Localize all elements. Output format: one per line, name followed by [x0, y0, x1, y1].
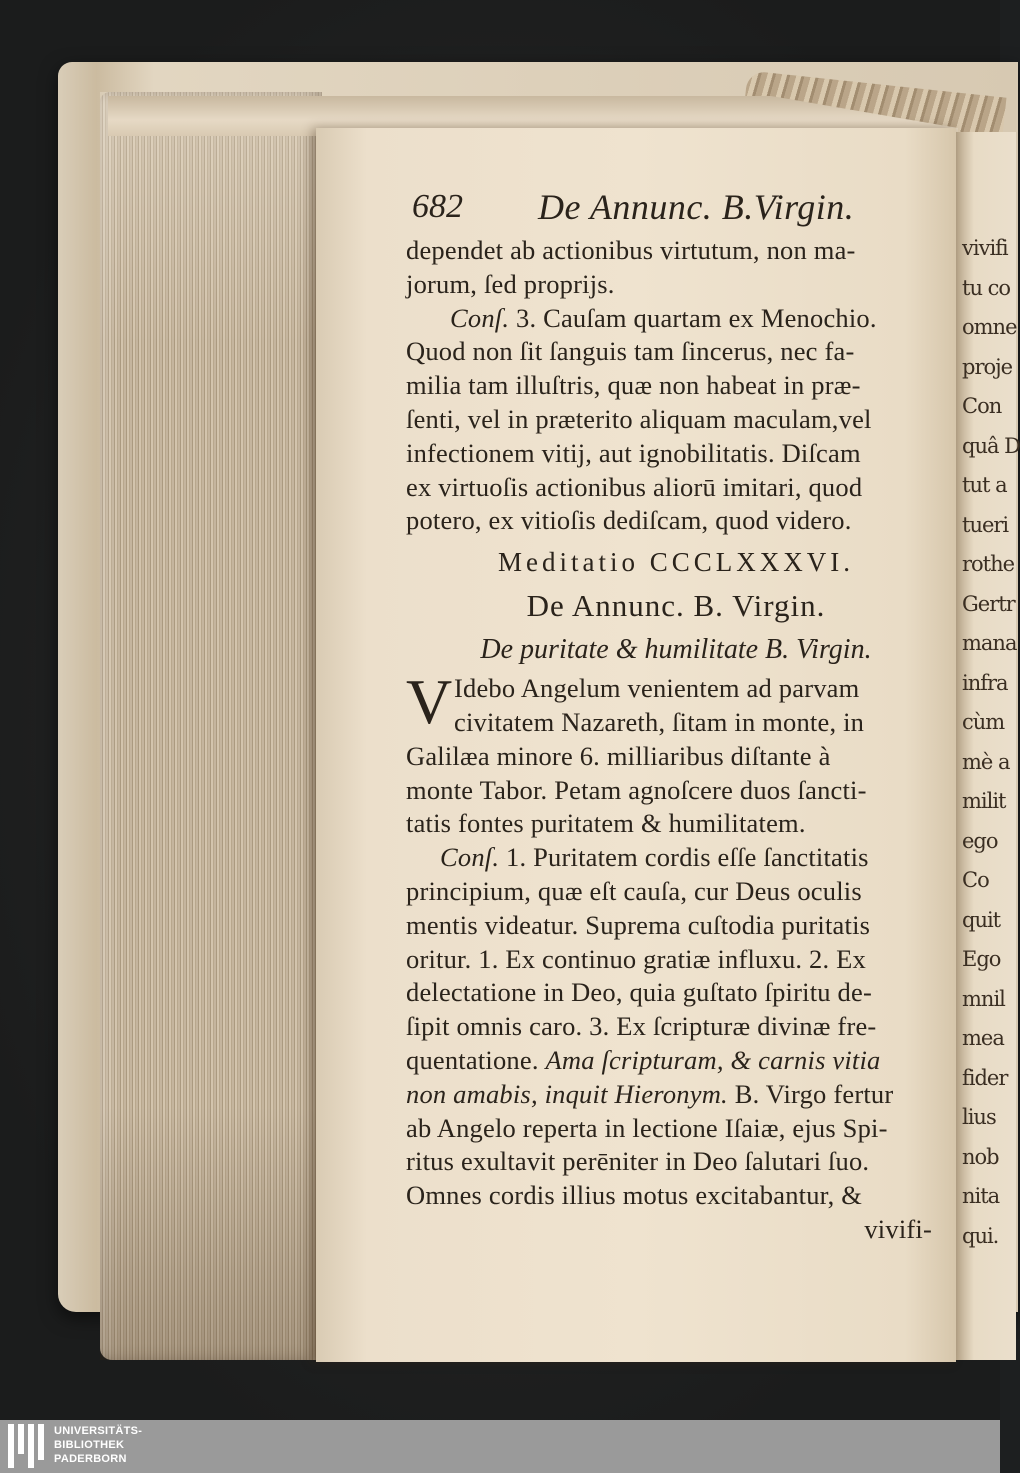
- running-head: [406, 182, 946, 234]
- next-page-fragment: ego: [962, 828, 998, 853]
- next-page-fragment: mè a: [962, 749, 1010, 774]
- next-page-fragment: lius: [962, 1105, 996, 1129]
- running-title: De Annunc. B.Virgin.: [538, 187, 855, 227]
- meditatio-heading: Meditatio CCCLXXXVI.: [498, 547, 854, 578]
- paragraph: [406, 666, 946, 841]
- cons-label: Conſ.: [440, 842, 500, 873]
- next-page-fragment: omne: [962, 315, 1017, 339]
- text-line: Idebo Angelum venientem ad parvam: [454, 673, 860, 704]
- next-page-fragment: milit: [962, 789, 1006, 813]
- catchword: vivifi-: [864, 1213, 932, 1244]
- text-line: ritus exultavit perēniter in Deo ſalutari ſuo.: [406, 1146, 870, 1177]
- library-logo-icon: [8, 1424, 48, 1468]
- text-line: delectatione in Deo, quia guſtato ſpiritu de-: [406, 977, 872, 1008]
- next-page-fragment: tueri: [962, 512, 1009, 537]
- text-line: Galilæa minore 6. milliaribus diſtante à: [406, 740, 831, 771]
- text-line: Conſ. 1. Puritatem cordis eſſe ſanctitatis: [440, 842, 869, 873]
- quote-text: Ama ſcripturam, & carnis vitia: [545, 1044, 881, 1075]
- next-page-fragment: cùm: [962, 710, 1005, 734]
- quote-text: non amabis, inquit Hieronym.: [406, 1078, 728, 1109]
- text-line: dependet ab actionibus virtutum, non ma-: [406, 235, 856, 265]
- next-page-fragment: nita: [962, 1184, 1000, 1208]
- library-name: UNIVERSITÄTS- BIBLIOTHEK PADERBORN: [54, 1425, 143, 1465]
- text-line: Conſ. 3. Cauſam quartam ex Menochio.: [450, 302, 877, 333]
- next-page-fragment: mnil: [962, 986, 1005, 1011]
- text-line: ſipit omnis caro. 3. Ex ſcripturæ divinæ fre-: [406, 1011, 877, 1042]
- next-page-fragment: tu co: [962, 275, 1011, 300]
- next-page-fragment: Gertr: [962, 591, 1015, 616]
- text-line: monte Tabor. Petam agnoſcere duos ſancti-: [406, 774, 867, 805]
- next-page-fragment: quit: [962, 907, 1001, 932]
- next-page-fragment: rothe: [962, 552, 1015, 576]
- text-line: potero, ex vitioſis dediſcam, quod videro.: [406, 505, 852, 536]
- page-edges: [100, 92, 322, 1360]
- text-line: civitatem Nazareth, ſitam in monte, in: [454, 706, 865, 737]
- next-page-fragment: quâ D: [962, 433, 1020, 458]
- next-page-fragment: mea: [962, 1026, 1004, 1050]
- next-page-fragment: Co: [962, 868, 989, 892]
- cons-label: Conſ.: [450, 302, 510, 333]
- text-line: Omnes cordis illius motus excitabantur, &: [406, 1180, 863, 1211]
- text-line: ab Angelo reperta in lectione Iſaiæ, ejus Spi-: [406, 1112, 888, 1143]
- text-line: jorum, ſed proprijs.: [406, 268, 615, 299]
- text-line: oritur. 1. Ex continuo gratiæ influxu. 2. Ex: [406, 943, 866, 974]
- section-heading: De Annunc. B. Virgin.: [526, 588, 826, 624]
- text-line: tatis fontes puritatem & humilitatem.: [406, 808, 806, 839]
- library-footer: [0, 1420, 1000, 1473]
- section-subheading: De puritate & humilitate B. Virgin.: [480, 634, 872, 666]
- next-page-fragment: tut a: [962, 473, 1007, 497]
- text-line: Quod non ſit ſanguis tam ſincerus, nec fa-: [406, 336, 855, 367]
- text-line: mentis videatur. Suprema cuſtodia puritatis: [406, 909, 871, 940]
- next-page-fragment: vivifi: [962, 236, 1008, 260]
- drop-cap: V: [406, 666, 453, 738]
- next-page-fragment: infra: [962, 670, 1008, 695]
- text-line: non amabis, inquit Hieronym. B. Virgo fertur: [406, 1078, 894, 1109]
- page-number: 682: [412, 188, 463, 225]
- page-text: [406, 182, 946, 1247]
- next-page-fragment: proje: [962, 354, 1013, 379]
- text-line: principium, quæ eſt cauſa, cur Deus oculis: [406, 875, 862, 906]
- text-line: milia tam illuſtris, quæ non habeat in præ-: [406, 370, 861, 401]
- next-page-edge: [956, 132, 1020, 1360]
- text-line: infectionem vitij, aut ignobilitatis. Diſcam: [406, 437, 861, 468]
- next-page-fragment: nob: [962, 1144, 999, 1169]
- text-line: ex virtuoſis actionibus aliorū imitari, quod: [406, 471, 863, 502]
- text-line: quentatione. Ama ſcripturam, & carnis vitia: [406, 1044, 881, 1075]
- next-page-fragment: Con: [962, 394, 1002, 418]
- next-page-fragment: mana: [962, 631, 1017, 655]
- next-page-fragment: Ego: [962, 947, 1001, 971]
- next-page-fragment: fider: [962, 1065, 1008, 1090]
- next-page-fragment: qui.: [962, 1223, 999, 1248]
- text-line: ſenti, vel in præterito aliquam maculam,vel: [406, 403, 872, 434]
